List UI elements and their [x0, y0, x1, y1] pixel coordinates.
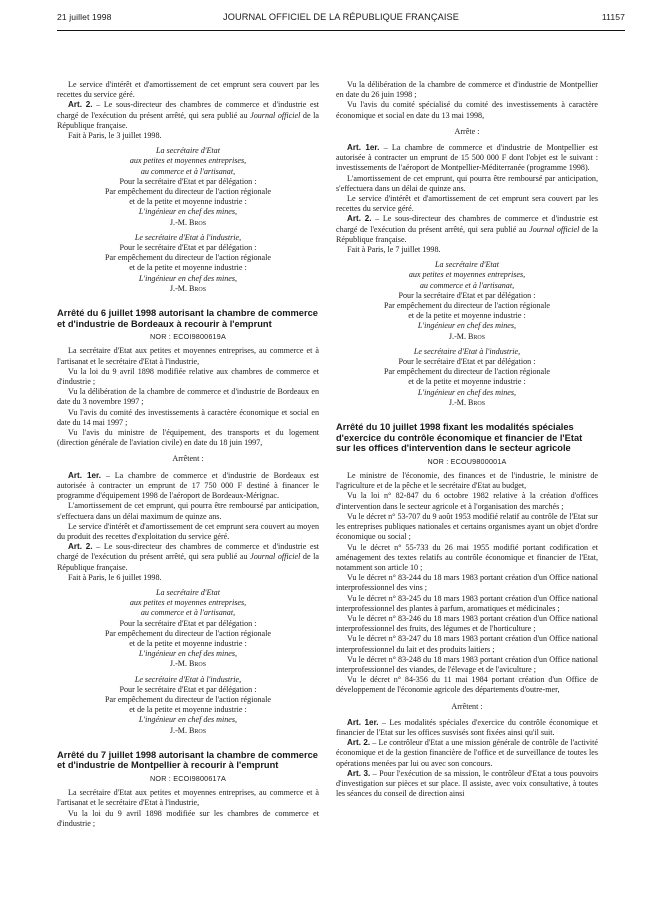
arretent-heading: Arrêtent :	[451, 701, 483, 711]
paragraph: Vu le décret n° 53-707 du 9 août 1953 modifié relatif au contrôle de l'Etat sur les entreprises publiques nationales et certains organismes ayant un objet d'ordre économique ou social ;	[336, 511, 598, 542]
signatory-name: J.-M. Bros	[169, 217, 207, 227]
signature-line: L'ingénieur en chef des mines,	[138, 273, 238, 283]
signature-line: La secrétaire d'Etat	[156, 146, 220, 156]
signatory-name: J.-M. Bros	[448, 331, 486, 341]
signature-line: L'ingénieur en chef des mines,	[417, 321, 517, 331]
article-text: – Le sous-directeur des chambres de commerce et d'industrie est chargé de l'exécution du présent arrêté, qui sera publié au	[57, 100, 319, 120]
article-text: – Le sous-directeur des chambres de commerce et d'industrie est chargé de l'exécution du présent arrêté, qui sera publié au	[336, 214, 598, 234]
signature-block	[336, 260, 598, 342]
page-header	[57, 12, 625, 26]
paragraph: Vu le décret n° 83-244 du 18 mars 1983 portant création d'un Office national interprofessionnel des vins ;	[336, 573, 598, 593]
paragraph: Vu le décret n° 83-246 du 18 mars 1983 portant création d'un Office national interprofessionnel des fruits, des légumes et de l'horticulture ;	[336, 613, 598, 634]
paragraph: Vu l'avis du comité spécialisé du comité des investissements à caractère économique et social en date du 13 mai 1998,	[336, 100, 598, 120]
signature-block	[57, 146, 319, 228]
signature-line: au commerce et à l'artisanat,	[140, 608, 236, 618]
signatory-name: J.-M. Bros	[169, 659, 207, 669]
paragraph: Vu la délibération de la chambre de commerce et d'industrie de Montpellier en date du 26 juin 1998 ;	[336, 80, 598, 100]
article-2	[57, 542, 319, 573]
signature-line: et de la petite et moyenne industrie :	[129, 638, 247, 648]
signatory-name: J.-M. Bros	[169, 283, 207, 293]
signature-line: au commerce et à l'artisanat,	[419, 280, 515, 290]
signature-line: Par empêchement du directeur de l'action régionale	[105, 253, 271, 263]
article-1	[57, 471, 319, 502]
header-journal-title: JOURNAL OFFICIEL DE LA RÉPUBLIQUE FRANÇAISE	[223, 12, 459, 22]
paragraph: Vu le décret n° 83-245 du 18 mars 1983 portant création d'un Office national interprofessionnel des plantes à parfum, aromatiques et médicinales ;	[336, 593, 598, 613]
signature-line: Par empêchement du directeur de l'action régionale	[105, 628, 271, 638]
signature-line: Pour le secrétaire d'Etat et par délégation :	[119, 243, 257, 253]
article-label: Art. 2.	[347, 738, 371, 748]
fait-a-paris: Fait à Paris, le 6 juillet 1998.	[68, 572, 162, 582]
signature-line: L'ingénieur en chef des mines,	[138, 207, 238, 217]
paragraph: Vu la délibération de la chambre de commerce et d'industrie de Bordeaux en date du 3 novembre 1997 ;	[57, 387, 319, 407]
decree-title: Arrêté du 7 juillet 1998 autorisant la chambre de commerce et d'industrie de Montpellier à recourir à l'emprunt	[57, 749, 318, 771]
paragraph: Vu l'avis du ministre de l'équipement, des transports et du logement (direction générale de l'aviation civile) en date du 18 juin 1997,	[57, 428, 319, 448]
signature-line: et de la petite et moyenne industrie :	[129, 705, 247, 715]
article-label: Art. 2.	[68, 100, 93, 110]
article-text-end: de la République française.	[57, 110, 319, 130]
journal-reference: Journal officiel	[250, 110, 301, 120]
journal-reference: Journal officiel	[250, 552, 301, 562]
article-text-end: de la République française.	[57, 552, 319, 572]
article-label: Art. 1er.	[347, 717, 379, 727]
paragraph: Vu la loi du 9 avril 1898 modifiée relative aux chambres de commerce et d'industrie ;	[57, 366, 319, 387]
article-text: – La chambre de commerce et d'industrie de Montpellier est autorisée à contracter un emprunt de 15 500 000 F dont l'objet est le suivant : investissements de l'aéroport de Montpellier-Méditerranée (programme 1998).	[336, 143, 598, 173]
signature-line: Pour la secrétaire d'Etat et par délégation :	[119, 176, 257, 186]
signature-line: Par empêchement du directeur de l'action régionale	[384, 367, 550, 377]
signature-line: L'ingénieur en chef des mines,	[138, 649, 238, 659]
signature-line: Pour le secrétaire d'Etat et par délégation :	[119, 684, 257, 694]
paragraph: Vu la loi du 9 avril 1898 modifiée sur les chambres de commerce et d'industrie ;	[57, 808, 319, 828]
signature-line: Le secrétaire d'Etat à l'industrie,	[134, 674, 242, 684]
arretent-heading: Arrêtent :	[172, 454, 204, 464]
article-label: Art. 2.	[68, 542, 93, 552]
paragraph: Vu le décret n° 55-733 du 26 mai 1955 modifié portant codification et aménagement des textes relatifs au contrôle économique et financier de l'Etat, notamment son article 10 ;	[336, 542, 598, 572]
signature-line: Pour le secrétaire d'Etat et par délégation :	[398, 357, 536, 367]
signature-line: Par empêchement du directeur de l'action régionale	[105, 187, 271, 197]
article-label: Art. 1er.	[347, 143, 380, 153]
article-label: Art. 2.	[347, 214, 372, 224]
signature-line: aux petites et moyennes entreprises,	[408, 270, 526, 280]
right-column	[336, 80, 598, 895]
signature-block	[57, 233, 319, 294]
article-3	[336, 769, 598, 800]
signature-line: Pour la secrétaire d'Etat et par délégation :	[398, 290, 536, 300]
arrete-heading: Arrête :	[454, 126, 480, 136]
fait-a-paris: Fait à Paris, le 3 juillet 1998.	[68, 131, 162, 141]
signature-line: Le secrétaire d'Etat à l'industrie,	[413, 346, 521, 356]
signature-block	[57, 588, 319, 670]
signature-line: L'ingénieur en chef des mines,	[417, 387, 517, 397]
fait-a-paris: Fait à Paris, le 7 juillet 1998.	[347, 245, 441, 255]
signature-line: et de la petite et moyenne industrie :	[408, 377, 526, 387]
signature-line: La secrétaire d'Etat	[156, 587, 220, 597]
header-page-number: 11157	[601, 12, 625, 22]
signature-line: Le secrétaire d'Etat à l'industrie,	[134, 232, 242, 242]
article-label: Art. 1er.	[68, 470, 101, 480]
article-text: – Les modalités spéciales d'exercice du contrôle économique et financier de l'Etat sur les offices susvisés sont fixées ainsi qu'il suit.	[336, 717, 598, 737]
paragraph: Le ministre de l'économie, des finances et de l'industrie, le ministre de l'agriculture et de la pêche et le secrétaire d'Etat au budget,	[336, 471, 598, 491]
paragraph: Vu le décret n° 83-247 du 18 mars 1983 portant création d'un Office national interprofessionnel du lait et des produits laitiers ;	[336, 634, 598, 654]
signatory-name: J.-M. Bros	[169, 725, 207, 735]
signature-line: La secrétaire d'Etat	[435, 260, 499, 270]
nor-reference: NOR : ECOI9800617A	[150, 773, 226, 783]
paragraph: L'amortissement de cet emprunt, qui pourra être remboursé par anticipation, s'effectuera dans un délai maximum de quinze ans.	[57, 501, 319, 521]
signature-line: aux petites et moyennes entreprises,	[129, 598, 247, 608]
article-text: – La chambre de commerce et d'industrie de Bordeaux est autorisée à contracter un emprunt de 17 750 000 F destiné à financer le programme d'équipement 1998 de l'aéroport de Bordeaux-Mérignac.	[57, 470, 319, 501]
article-text-end: de la République française.	[336, 224, 598, 244]
article-2	[57, 100, 319, 131]
signature-line: au commerce et à l'artisanat,	[140, 166, 236, 176]
signature-block	[57, 675, 319, 736]
header-date: 21 juillet 1998	[57, 12, 112, 22]
article-2	[336, 738, 598, 769]
nor-reference: NOR : ECOI9800619A	[150, 332, 226, 342]
paragraph: La secrétaire d'Etat aux petites et moyennes entreprises, au commerce et à l'artisanat et le secrétaire d'Etat à l'industrie,	[57, 346, 319, 366]
signatory-name: J.-M. Bros	[448, 397, 486, 407]
paragraph: Vu la loi n° 82-847 du 6 octobre 1982 relative à la création d'offices d'intervention dans le secteur agricole et à l'organisation des marchés ;	[336, 491, 598, 511]
signature-line: L'ingénieur en chef des mines,	[138, 715, 238, 725]
article-2	[336, 214, 598, 245]
article-text: – Le contrôleur d'Etat a une mission générale de contrôle de l'activité économique et de la gestion financière de l'office et de surveillance de toutes les opérations menées par lui ou avec son concours.	[336, 738, 598, 768]
decree-title: Arrêté du 6 juillet 1998 autorisant la chambre de commerce et d'industrie de Bordeaux à recourir à l'emprunt	[57, 308, 318, 329]
signature-block	[336, 347, 598, 408]
header-rule	[57, 30, 625, 31]
paragraph: La secrétaire d'Etat aux petites et moyennes entreprises, au commerce et à l'artisanat et le secrétaire d'Etat à l'industrie,	[57, 788, 319, 808]
signature-line: Par empêchement du directeur de l'action régionale	[105, 694, 271, 704]
signature-line: Pour la secrétaire d'Etat et par délégation :	[119, 618, 257, 628]
signature-line: et de la petite et moyenne industrie :	[129, 197, 247, 207]
paragraph: Vu le décret n° 83-248 du 18 mars 1983 portant création d'un Office national interprofessionnel des viandes, de l'élevage et de l'aviculture ;	[336, 654, 598, 674]
paragraph: Le service d'intérêt et d'amortissement de cet emprunt sera couvert par les recettes du service géré.	[336, 194, 598, 214]
paragraph: Vu l'avis du comité des investissements à caractère économique et social en date du 14 mai 1997 ;	[57, 407, 319, 427]
article-label: Art. 3.	[347, 768, 371, 778]
paragraph: Vu le décret n° 84-356 du 11 mai 1984 portant création d'un Office de développement de l'économie agricole des départements d'outre-mer,	[336, 675, 598, 695]
signature-line: aux petites et moyennes entreprises,	[129, 156, 247, 166]
signature-line: et de la petite et moyenne industrie :	[408, 311, 526, 321]
journal-reference: Journal officiel	[529, 224, 580, 234]
paragraph: Le service d'intérêt et d'amortissement de cet emprunt sera couvert par les recettes du service géré.	[57, 80, 319, 100]
article-text: – Pour l'exécution de sa mission, le contrôleur d'Etat a tous pouvoirs d'investigation sur pièces et sur place. Il assiste, avec voix consultative, à toutes les séances du conseil de direction ainsi	[336, 768, 598, 799]
left-column	[57, 80, 319, 895]
article-text: – Le sous-directeur des chambres de commerce et d'industrie est chargé de l'exécution du présent arrêté, qui sera publié au	[57, 542, 319, 562]
paragraph: L'amortissement de cet emprunt, qui pourra être remboursé par anticipation, s'effectuera dans un délai de quinze ans.	[336, 173, 598, 193]
article-1	[336, 143, 598, 174]
nor-reference: NOR : ECOU9800001A	[427, 456, 507, 466]
decree-title: Arrêté du 10 juillet 1998 fixant les modalités spéciales d'exercice du contrôle économique et financier de l'Etat sur les offices d'intervention dans le secteur agricole	[336, 422, 583, 454]
article-1	[336, 718, 598, 738]
signature-line: et de la petite et moyenne industrie :	[129, 263, 247, 273]
paragraph: Le service d'intérêt et d'amortissement de cet emprunt sera couvert au moyen du produit des recettes d'exploitation du service géré.	[57, 521, 319, 541]
signature-line: Par empêchement du directeur de l'action régionale	[384, 301, 550, 311]
